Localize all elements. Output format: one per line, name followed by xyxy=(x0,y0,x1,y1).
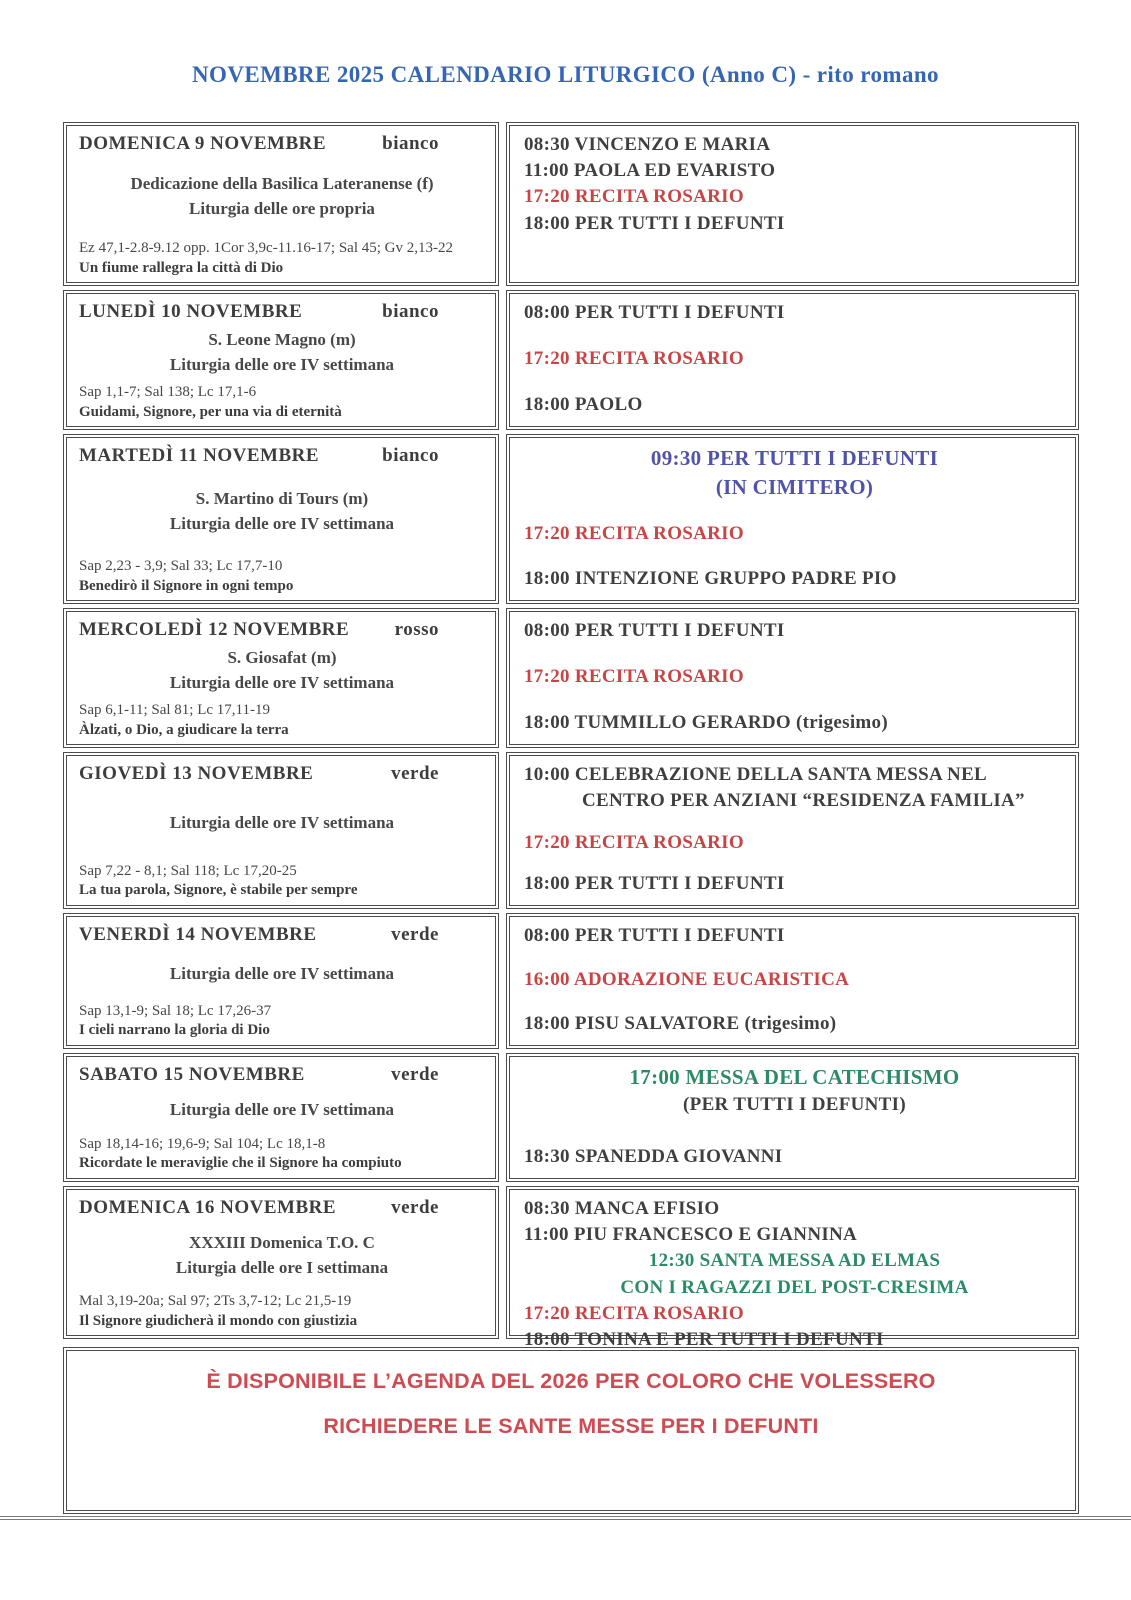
day-header xyxy=(79,1197,485,1219)
event-line: 17:20 RECITA ROSARIO xyxy=(524,1302,744,1324)
readings-line: Ez 47,1-2.8-9.12 opp. 1Cor 3,9c-11.16-17; Sal 45; Gv 2,13-22 xyxy=(79,240,453,256)
day-name: SABATO 15 NOVEMBRE xyxy=(79,1064,305,1085)
readings-block xyxy=(79,1002,485,1041)
day-info-cell xyxy=(63,608,499,748)
announcement-box xyxy=(63,1347,1079,1514)
day-row xyxy=(63,752,1079,909)
readings-block xyxy=(79,1135,485,1174)
event-line: 08:00 PER TUTTI I DEFUNTI xyxy=(524,925,785,946)
event-line: 17:20 RECITA ROSARIO xyxy=(524,347,744,369)
event-line: 17:20 RECITA ROSARIO xyxy=(524,665,744,687)
readings-block xyxy=(79,1292,485,1331)
day-name: VENERDÌ 14 NOVEMBRE xyxy=(79,924,317,945)
event-line: 08:30 VINCENZO E MARIA xyxy=(524,134,771,155)
feast-lines xyxy=(79,328,485,377)
response-line: Guidami, Signore, per una via di eternità xyxy=(79,403,342,420)
day-name: GIOVEDÌ 13 NOVEMBRE xyxy=(79,763,314,784)
day-row xyxy=(63,434,1079,604)
day-row xyxy=(63,913,1079,1049)
day-name: DOMENICA 9 NOVEMBRE xyxy=(79,133,327,154)
day-header xyxy=(79,133,485,155)
liturgical-color-label: bianco xyxy=(382,133,439,154)
event-line: 08:00 PER TUTTI I DEFUNTI xyxy=(524,302,785,323)
day-info-cell xyxy=(63,434,499,604)
event-line: 09:30 PER TUTTI I DEFUNTI xyxy=(650,446,939,470)
event-line: 18:30 SPANEDDA GIOVANNI xyxy=(524,1145,783,1167)
event-line: (IN CIMITERO) xyxy=(715,474,874,499)
day-events-cell xyxy=(506,608,1079,748)
feast-line: Liturgia delle ore IV settimana xyxy=(169,673,395,692)
event-line: 18:00 PER TUTTI I DEFUNTI xyxy=(524,872,785,894)
day-info-cell xyxy=(63,290,499,430)
readings-block xyxy=(79,557,485,596)
day-events-cell xyxy=(506,913,1079,1049)
readings-line: Mal 3,19-20a; Sal 97; 2Ts 3,7-12; Lc 21,5-19 xyxy=(79,1293,352,1309)
day-events-cell xyxy=(506,434,1079,604)
day-row xyxy=(63,1186,1079,1351)
day-row xyxy=(63,1053,1079,1182)
event-line: 17:20 RECITA ROSARIO xyxy=(524,522,744,544)
day-events-cell xyxy=(506,122,1079,286)
feast-lines xyxy=(79,1098,485,1123)
liturgical-color-label: verde xyxy=(391,1197,439,1218)
event-line: 17:00 MESSA DEL CATECHISMO xyxy=(629,1065,960,1089)
event-line: 18:00 TONINA E PER TUTTI I DEFUNTI xyxy=(524,1329,884,1351)
response-line: I cieli narrano la gloria di Dio xyxy=(79,1022,270,1039)
feast-lines xyxy=(79,962,485,987)
day-header xyxy=(79,619,485,641)
feast-line: Dedicazione della Basilica Lateranense (f) xyxy=(130,174,434,194)
feast-line: S. Martino di Tours (m) xyxy=(195,489,369,509)
day-row xyxy=(63,122,1079,286)
event-line: 08:00 PER TUTTI I DEFUNTI xyxy=(524,620,785,641)
event-line: 18:00 TUMMILLO GERARDO (trigesimo) xyxy=(524,711,888,733)
day-events-cell xyxy=(506,1053,1079,1182)
feast-lines xyxy=(79,646,485,695)
response-line: Un fiume rallegra la città di Dio xyxy=(79,259,284,276)
event-line: 16:00 ADORAZIONE EUCARISTICA xyxy=(524,968,850,990)
event-line: 18:00 PAOLO xyxy=(524,393,643,415)
response-line: Il Signore giudicherà il mondo con giustizia xyxy=(79,1312,358,1329)
response-line: Ricordate le meraviglie che il Signore ha compiuto xyxy=(79,1155,402,1172)
feast-line: Liturgia delle ore I settimana xyxy=(175,1257,389,1277)
day-events-cell xyxy=(506,290,1079,430)
feast-line: S. Leone Magno (m) xyxy=(208,330,356,350)
day-header xyxy=(79,924,485,946)
page-bottom-rule xyxy=(0,1516,1131,1520)
feast-line: Liturgia delle ore IV settimana xyxy=(169,813,395,833)
day-name: LUNEDÌ 10 NOVEMBRE xyxy=(79,301,303,322)
day-info-cell xyxy=(63,122,499,286)
day-info-cell xyxy=(63,1053,499,1182)
day-events-cell xyxy=(506,752,1079,909)
event-line: 10:00 CELEBRAZIONE DELLA SANTA MESSA NEL xyxy=(524,764,988,785)
readings-block xyxy=(79,383,485,422)
liturgical-color-label: verde xyxy=(391,924,439,945)
readings-line: Sap 18,14-16; 19,6-9; Sal 104; Lc 18,1-8 xyxy=(79,1135,326,1152)
day-header xyxy=(79,1064,485,1086)
event-line: 17:20 RECITA ROSARIO xyxy=(524,186,744,208)
day-header xyxy=(79,301,485,323)
liturgical-color-label: verde xyxy=(391,1064,439,1085)
day-name: DOMENICA 16 NOVEMBRE xyxy=(79,1197,337,1218)
calendar-table xyxy=(63,122,1079,1351)
feast-line: S. Giosafat (m) xyxy=(227,648,337,668)
event-line: 18:00 PER TUTTI I DEFUNTI xyxy=(524,212,785,234)
day-row xyxy=(63,608,1079,748)
readings-line: Sap 13,1-9; Sal 18; Lc 17,26-37 xyxy=(79,1002,272,1019)
feast-line: XXXIII Domenica T.O. C xyxy=(189,1232,375,1252)
day-row xyxy=(63,290,1079,430)
feast-lines xyxy=(79,811,485,836)
liturgical-color-label: rosso xyxy=(394,619,439,640)
day-header xyxy=(79,445,485,467)
readings-line: Sap 7,22 - 8,1; Sal 118; Lc 17,20-25 xyxy=(79,862,297,879)
readings-block xyxy=(79,862,485,901)
day-header xyxy=(79,763,485,785)
response-line: La tua parola, Signore, è stabile per sempre xyxy=(79,882,358,899)
event-line: CON I RAGAZZI DEL POST-CRESIMA xyxy=(620,1276,969,1298)
readings-line: Sap 1,1-7; Sal 138; Lc 17,1-6 xyxy=(79,384,257,400)
liturgical-color-label: verde xyxy=(391,763,439,784)
day-events-cell xyxy=(506,1186,1079,1351)
response-line: Benedirò il Signore in ogni tempo xyxy=(79,577,294,594)
event-line: 11:00 PIU FRANCESCO E GIANNINA xyxy=(524,1224,858,1246)
day-info-cell xyxy=(63,913,499,1049)
day-name: MARTEDÌ 11 NOVEMBRE xyxy=(79,445,320,466)
day-name: MERCOLEDÌ 12 NOVEMBRE xyxy=(79,619,350,640)
readings-block xyxy=(79,701,485,740)
feast-line: Liturgia delle ore IV settimana xyxy=(169,963,395,983)
event-line: 08:30 MANCA EFISIO xyxy=(524,1198,720,1219)
liturgical-color-label: bianco xyxy=(382,301,439,322)
event-line: 18:00 INTENZIONE GRUPPO PADRE PIO xyxy=(524,567,897,589)
feast-lines xyxy=(79,1231,485,1280)
event-line: 12:30 SANTA MESSA AD ELMAS xyxy=(648,1250,941,1272)
feast-line: Liturgia delle ore IV settimana xyxy=(169,1100,395,1120)
event-line: 18:00 PISU SALVATORE (trigesimo) xyxy=(524,1012,837,1034)
event-line: (PER TUTTI I DEFUNTI) xyxy=(683,1093,906,1115)
feast-lines xyxy=(79,487,485,536)
feast-line: Liturgia delle ore IV settimana xyxy=(169,355,395,374)
event-line: CENTRO PER ANZIANI “RESIDENZA FAMILIA” xyxy=(582,790,1025,812)
feast-lines xyxy=(79,172,485,221)
day-info-cell xyxy=(63,1186,499,1339)
page-title: NOVEMBRE 2025 CALENDARIO LITURGICO (Anno C) - rito romano xyxy=(192,62,939,87)
event-line: 11:00 PAOLA ED EVARISTO xyxy=(524,160,776,182)
readings-line: Sap 2,23 - 3,9; Sal 33; Lc 17,7-10 xyxy=(79,558,283,574)
readings-line: Sap 6,1-11; Sal 81; Lc 17,11-19 xyxy=(79,702,270,718)
readings-block xyxy=(79,239,485,278)
response-line: Àlzati, o Dio, a giudicare la terra xyxy=(79,721,289,738)
day-info-cell xyxy=(63,752,499,909)
announcement-line-1: È DISPONIBILE L’AGENDA DEL 2026 PER COLORO CHE VOLESSERO xyxy=(206,1369,936,1393)
event-line: 17:20 RECITA ROSARIO xyxy=(524,831,744,853)
announcement-line-2: RICHIEDERE LE SANTE MESSE PER I DEFUNTI xyxy=(323,1414,819,1439)
feast-line: Liturgia delle ore propria xyxy=(189,199,375,218)
feast-line: Liturgia delle ore IV settimana xyxy=(169,514,395,533)
liturgical-color-label: bianco xyxy=(382,445,439,466)
